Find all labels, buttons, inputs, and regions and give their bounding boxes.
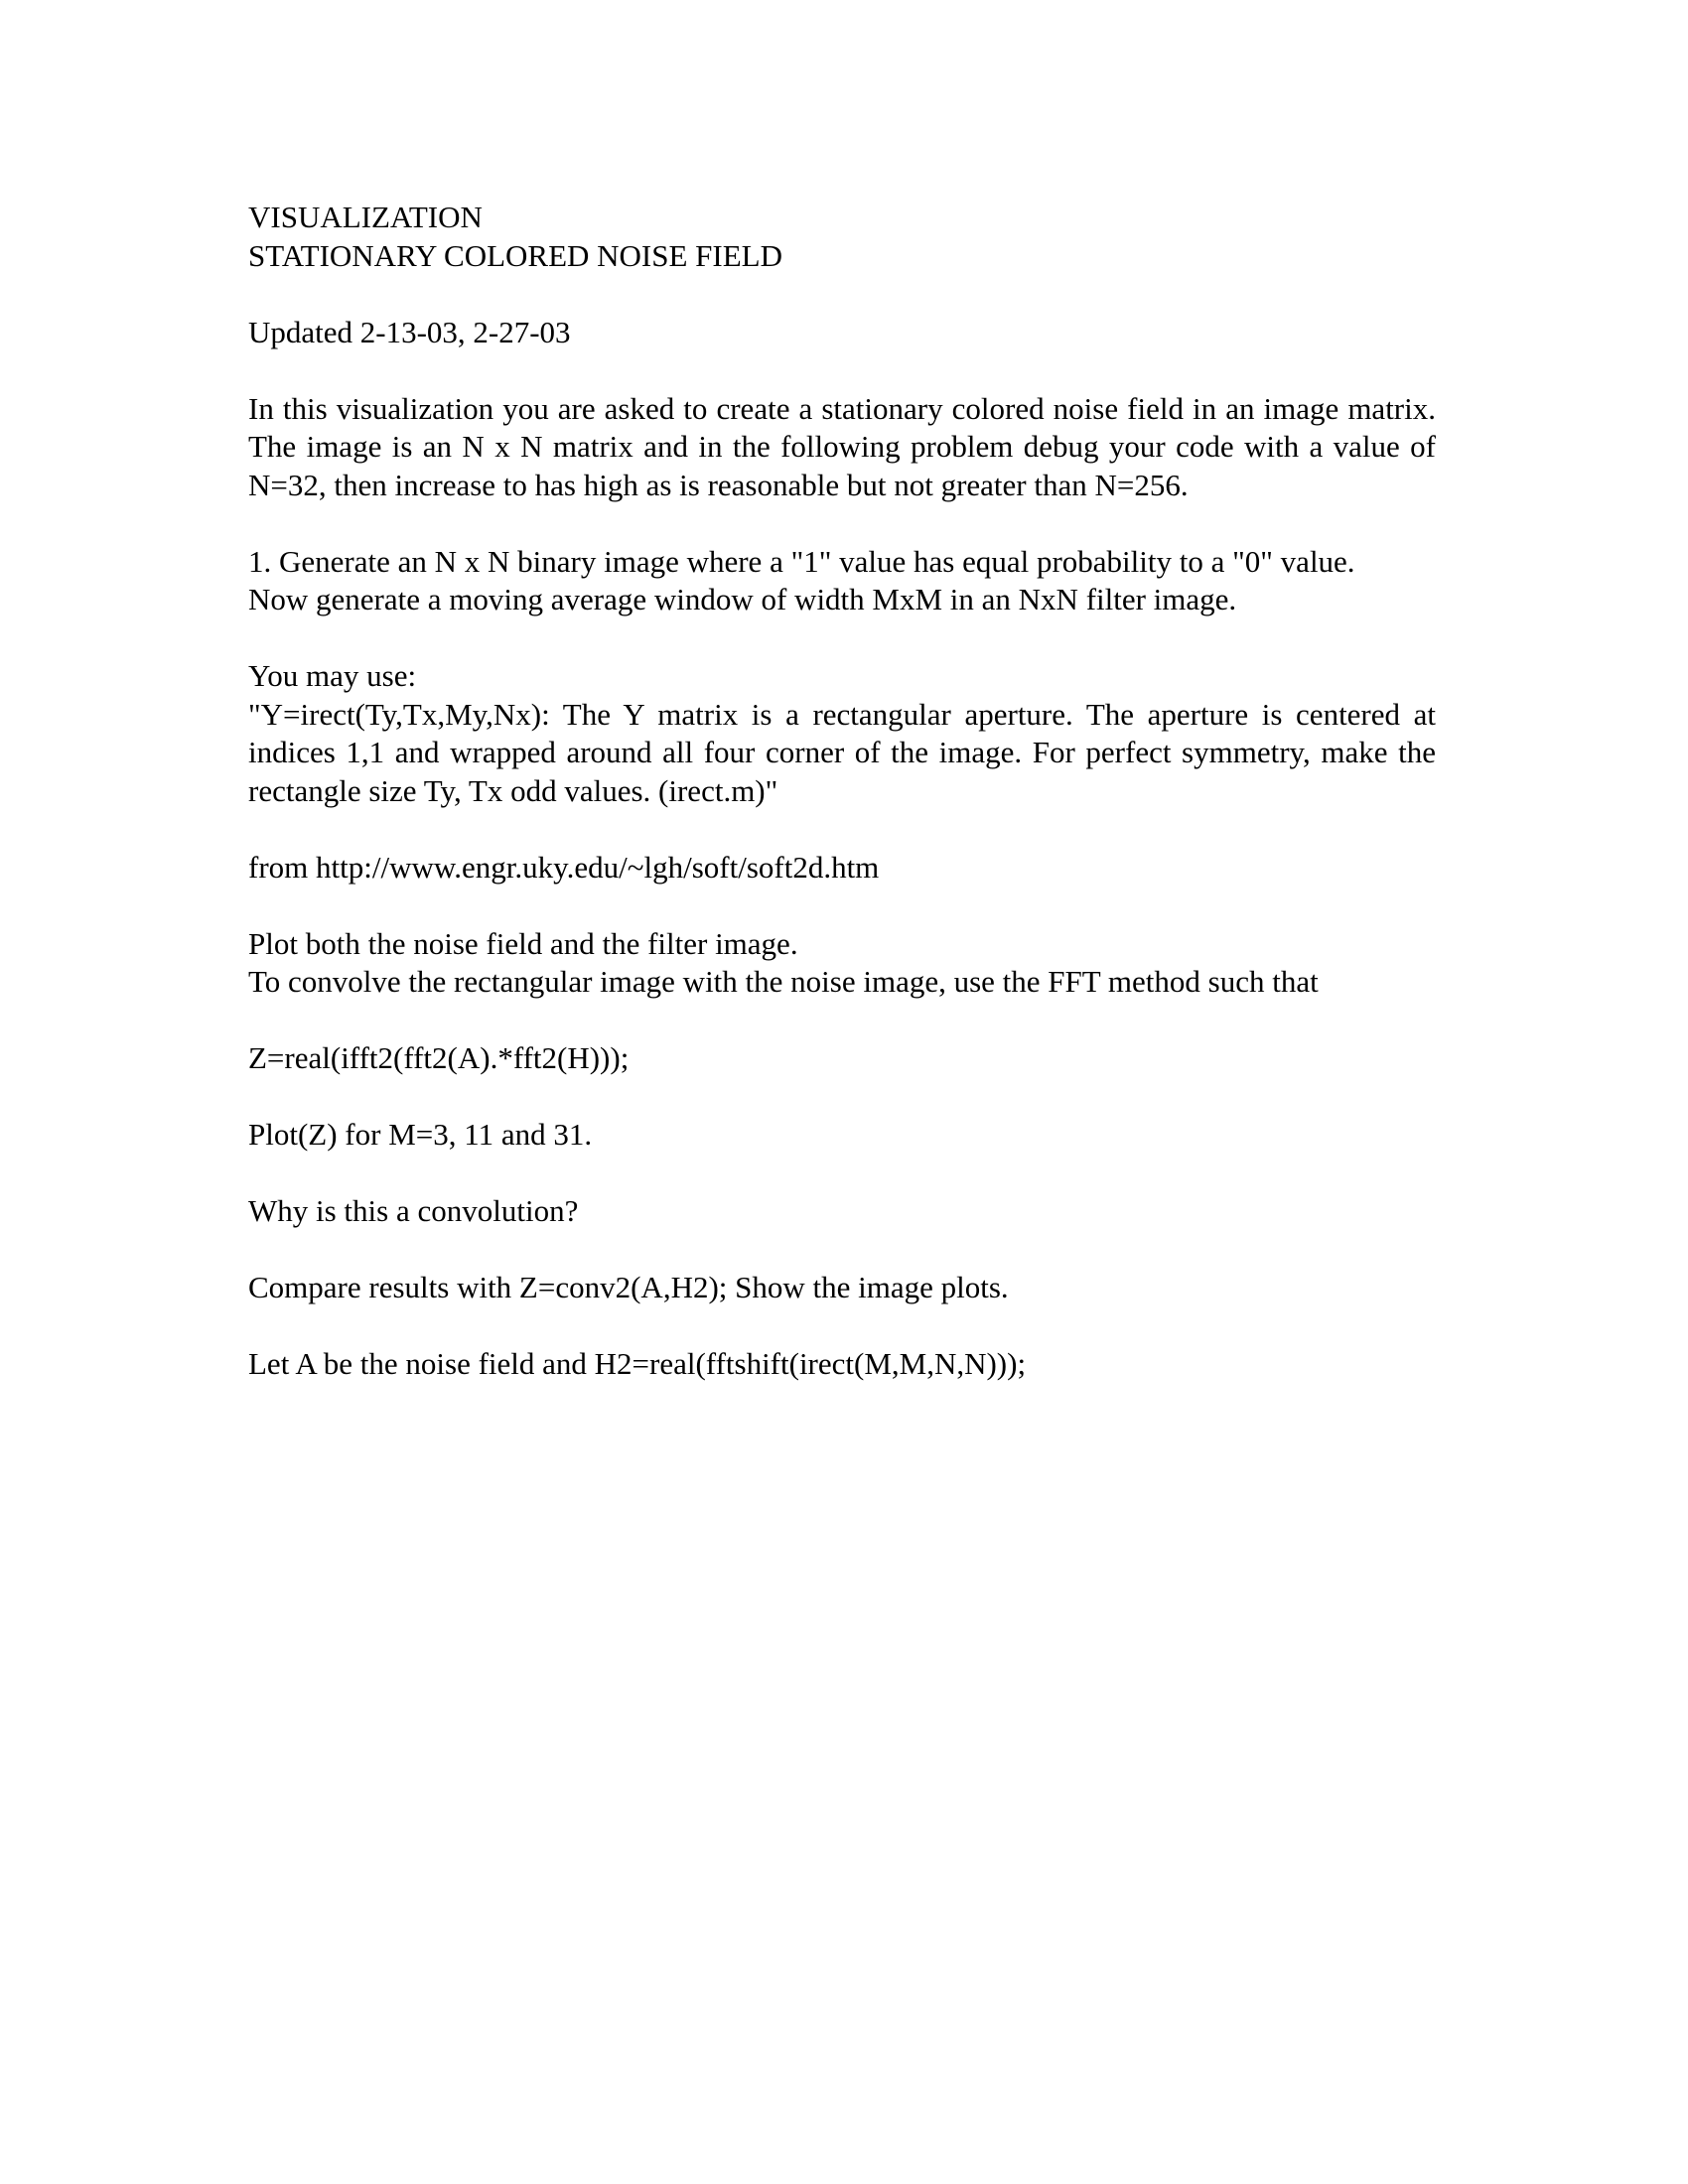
document-title-line2: STATIONARY COLORED NOISE FIELD	[248, 237, 783, 273]
let-a-definition: Let A be the noise field and H2=real(fftshift(irect(M,M,N,N)));	[248, 1346, 1027, 1381]
may-use-label: You may use:	[248, 658, 417, 693]
step1-line2: Now generate a moving average window of width MxM in an NxN filter image.	[248, 582, 1237, 616]
step1-line1: 1. Generate an N x N binary image where a "1" value has equal probability to a "0" value.	[248, 543, 1355, 579]
updated-date: Updated 2-13-03, 2-27-03	[248, 314, 571, 349]
intro-paragraph: In this visualization you are asked to create a stationary colored noise field in an image matrix. The image is an N x N matrix and in the following problem debug your code with a value of N=32, then increase to has high as is reasonable but not greater than N=256.	[248, 390, 1436, 502]
plot-z-instruction: Plot(Z) for M=3, 11 and 31.	[248, 1117, 593, 1152]
convolution-question: Why is this a convolution?	[248, 1193, 579, 1228]
convolve-instruction: To convolve the rectangular image with the noise image, use the FFT method such that	[248, 964, 1319, 999]
source-url: from http://www.engr.uky.edu/~lgh/soft/soft2d.htm	[248, 849, 880, 885]
irect-description: "Y=irect(Ty,Tx,My,Nx): The Y matrix is a rectangular aperture. The aperture is centered at indices 1,1 and wrapped around all four corner of the image. For perfect symmetry, make the rectangle size Ty, Tx odd values. (irect.m)"	[248, 696, 1436, 808]
fft-formula: Z=real(ifft2(fft2(A).*fft2(H)));	[248, 1040, 630, 1075]
document-page	[248, 199, 1440, 1384]
document-title-line1: VISUALIZATION	[248, 200, 483, 234]
compare-instruction: Compare results with Z=conv2(A,H2); Show the image plots.	[248, 1270, 1009, 1304]
plot-both-instruction: Plot both the noise field and the filter image.	[248, 925, 798, 961]
